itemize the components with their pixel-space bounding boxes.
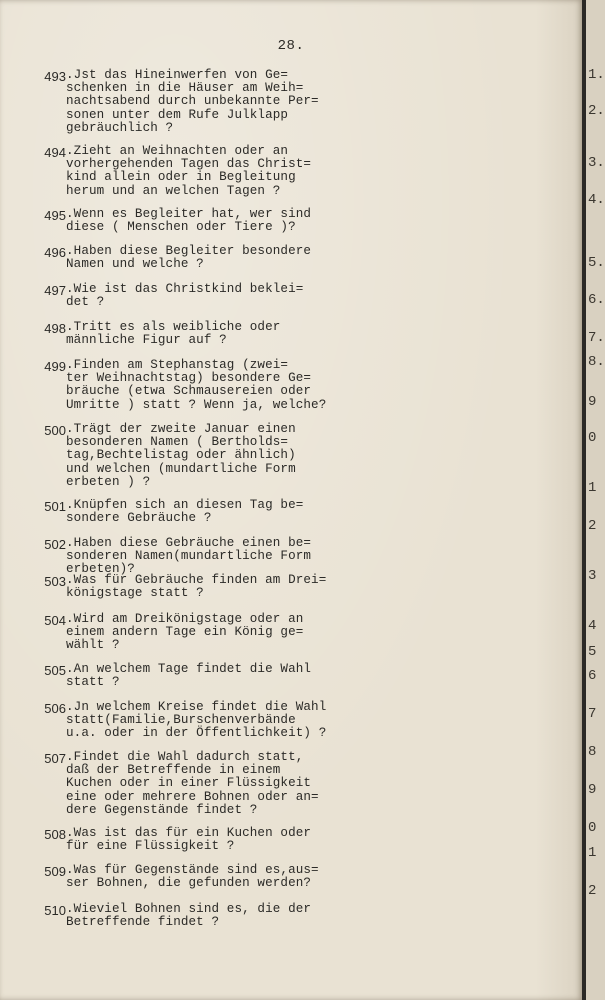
question-text: .Wieviel Bohnen sind es, die der Betreffende findet ?	[66, 902, 312, 930]
question-text: .Wie ist das Christkind beklei= det ?	[66, 282, 304, 310]
question-text: .Jn welchem Kreise findet die Wahl statt(Familie,Burschenverbände u.a. oder in der Öffentlichkeit) ?	[66, 700, 327, 741]
question-text: .Was für Gegenstände sind es,aus= ser Bohnen, die gefunden werden?	[66, 863, 319, 891]
question-text: .Was für Gebräuche finden am Drei= königstage statt ?	[66, 573, 327, 601]
question-text: .Knüpfen sich an diesen Tag be= sondere Gebräuche ?	[66, 498, 304, 526]
edge-number: 2	[588, 883, 597, 899]
question-text: .Zieht an Weihnachten oder an vorhergehenden Tagen das Christ= kind allein oder in Begleitung herum und an welchen Tagen ?	[66, 144, 312, 198]
question-number: 506	[44, 701, 66, 716]
question-number: 509	[44, 864, 66, 879]
question-number: 507	[44, 751, 66, 766]
question-text: .Haben diese Begleiter besondere Namen und welche ?	[66, 244, 312, 272]
question-number: 505	[44, 663, 66, 678]
edge-number: 9	[588, 782, 597, 798]
question-text: .Haben diese Gebräuche einen be= sonderen Namen(mundartliche Form erbeten)?	[66, 536, 312, 577]
question-number: 503	[44, 574, 66, 589]
adjacent-page-edge	[586, 0, 605, 1000]
question-text: .Wenn es Begleiter hat, wer sind diese ( Menschen oder Tiere )?	[66, 207, 312, 235]
question-number: 496	[44, 245, 66, 260]
question-text: .Trägt der zweite Januar einen besonderen Namen ( Bertholds= tag,Bechtelistag oder ähnlich) und welchen (mundartliche Form erbeten ) ?	[66, 422, 296, 489]
question-text: .Tritt es als weibliche oder männliche Figur auf ?	[66, 320, 281, 348]
question-text: .An welchem Tage findet die Wahl statt ?	[66, 662, 312, 690]
edge-number: 9	[588, 394, 597, 410]
edge-number: 4	[588, 618, 597, 634]
question-number: 504	[44, 613, 66, 628]
edge-number: 2.	[588, 103, 605, 119]
question-number: 498	[44, 321, 66, 336]
question-number: 502	[44, 537, 66, 552]
question-text: .Findet die Wahl dadurch statt, daß der Betreffende in einem Kuchen oder in einer Flüssigkeit eine oder mehrere Bohnen oder an= dere Gegenstände findet ?	[66, 750, 319, 817]
question-number: 500	[44, 423, 66, 438]
edge-number: 1	[588, 845, 597, 861]
edge-number: 1.	[588, 67, 605, 83]
edge-number: 2	[588, 518, 597, 534]
question-number: 501	[44, 499, 66, 514]
question-number: 493	[44, 69, 66, 84]
question-number: 508	[44, 827, 66, 842]
edge-number: 7	[588, 706, 597, 722]
edge-number: 3.	[588, 155, 605, 171]
edge-number: 3	[588, 568, 597, 584]
edge-number: 8	[588, 744, 597, 760]
edge-number: 7.	[588, 330, 605, 346]
question-text: .Wird am Dreikönigstage oder an einem andern Tage ein König ge= wählt ?	[66, 612, 304, 653]
question-text: .Jst das Hineinwerfen von Ge= schenken in die Häuser am Weih= nachtsabend durch unbekannte Per= sonen unter dem Rufe Julklapp gebräuchlich ?	[66, 68, 319, 135]
question-number: 497	[44, 283, 66, 298]
edge-number: 6	[588, 668, 597, 684]
edge-number: 0	[588, 430, 597, 446]
edge-number: 1	[588, 480, 597, 496]
edge-number: 4.	[588, 192, 605, 208]
question-number: 495	[44, 208, 66, 223]
page-number: 28.	[277, 38, 305, 54]
edge-number: 8.	[588, 354, 605, 370]
question-number: 510	[44, 903, 66, 918]
question-number: 499	[44, 359, 66, 374]
edge-number: 0	[588, 820, 597, 836]
edge-number: 5	[588, 644, 597, 660]
edge-number: 5.	[588, 255, 605, 271]
question-text: .Was ist das für ein Kuchen oder für eine Flüssigkeit ?	[66, 826, 312, 854]
edge-number: 6.	[588, 292, 605, 308]
question-text: .Finden am Stephanstag (zwei= ter Weihnachtstag) besondere Ge= bräuche (etwa Schmausereien oder Umritte ) statt ? Wenn ja, welche?	[66, 358, 327, 412]
question-number: 494	[44, 145, 66, 160]
